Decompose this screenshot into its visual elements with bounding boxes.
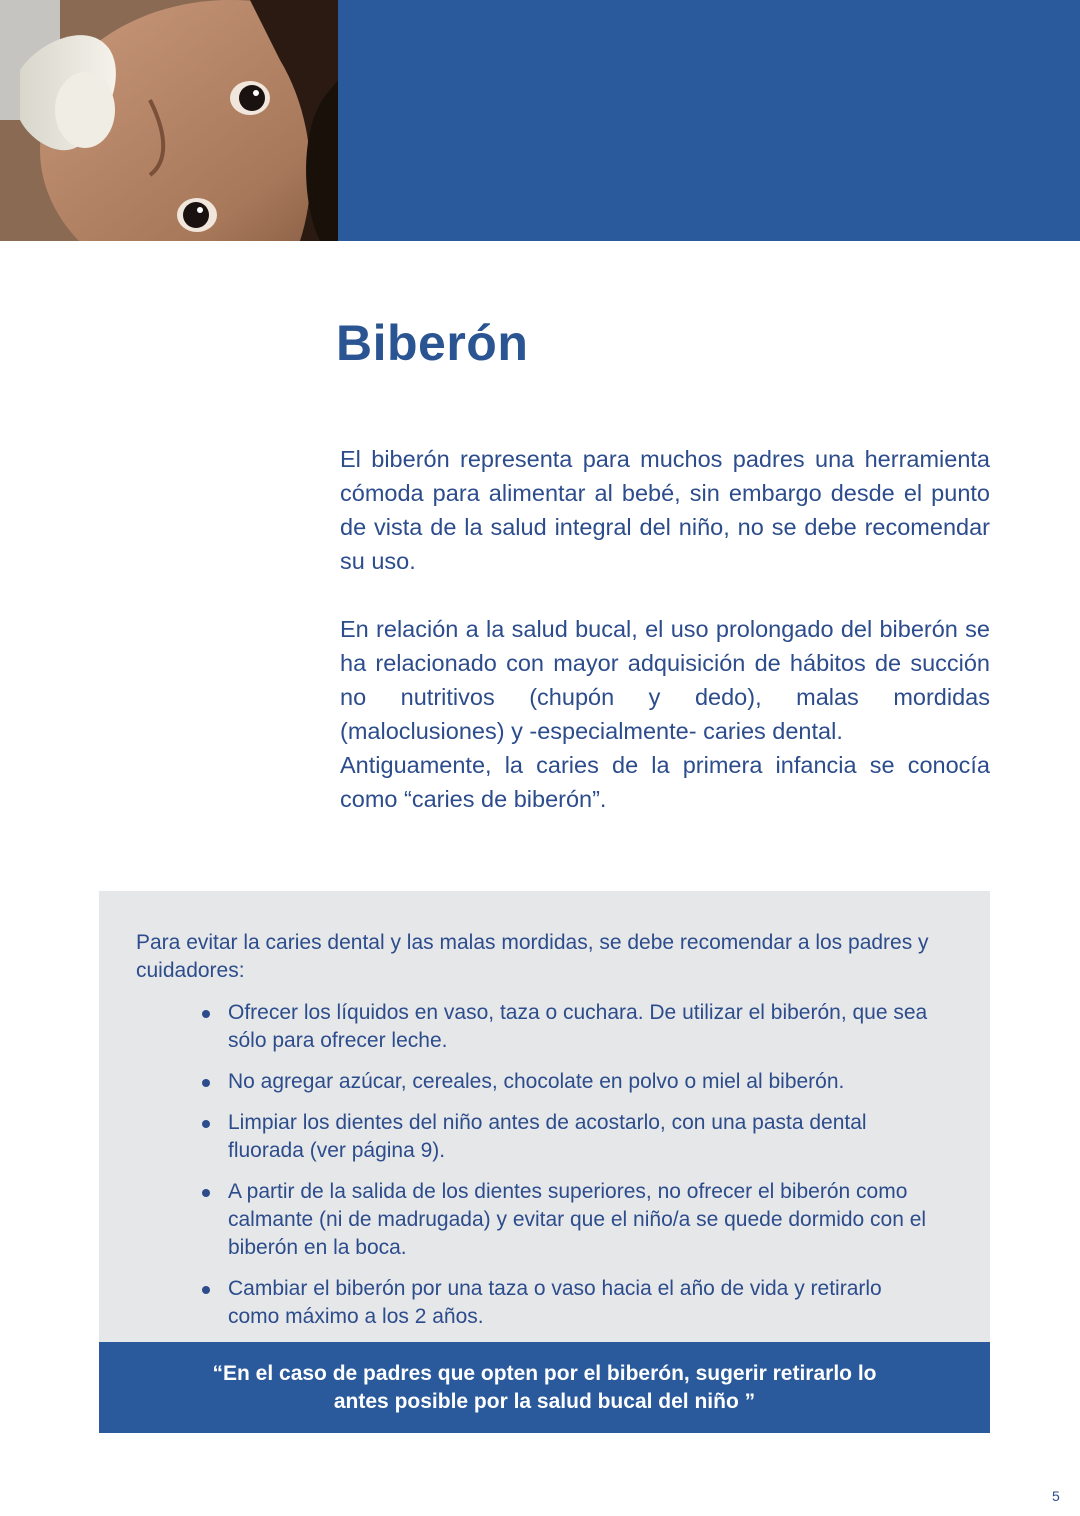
page-number: 5 — [1052, 1488, 1060, 1504]
page-title: Biberón — [336, 315, 529, 371]
baby-bottle-photo — [0, 0, 338, 241]
intro-text — [340, 442, 990, 816]
bullet-icon — [202, 1189, 210, 1197]
list-item: Limpiar los dientes del niño antes de acostarlo, con una pasta dental fluorada (ver página 9). — [198, 1109, 928, 1165]
list-item: Ofrecer los líquidos en vaso, taza o cuchara. De utilizar el biberón, que sea sólo para ofrecer leche. — [198, 999, 928, 1055]
recommendations-box — [99, 891, 990, 1342]
bullet-icon — [202, 1079, 210, 1087]
quote-banner — [99, 1342, 990, 1433]
paragraph-1: El biberón representa para muchos padres una herramienta cómoda para alimentar al bebé, sin embargo desde el punto de vista de la salud integral del niño, no se debe recomendar su uso. — [340, 446, 990, 574]
list-item: A partir de la salida de los dientes superiores, no ofrecer el biberón como calmante (ni de madrugada) y evitar que el niño/a se quede dormido con el biberón en la boca. — [198, 1178, 928, 1262]
paragraph-3: Antiguamente, la caries de la primera infancia se conocía como “caries de biberón”. — [340, 752, 990, 812]
bullet-icon — [202, 1120, 210, 1128]
header-blue-band — [338, 0, 1080, 241]
recommendations-list — [198, 999, 928, 1344]
recommendations-intro: Para evitar la caries dental y las malas mordidas, se debe recomendar a los padres y cuidadores: — [136, 931, 929, 982]
paragraph-2: En relación a la salud bucal, el uso prolongado del biberón se ha relacionado con mayor adquisición de hábitos de succión no nutritivos (chupón y dedo), malas mordidas (maloclusiones) y -especialmente- caries dental. — [340, 616, 990, 744]
list-item: Cambiar el biberón por una taza o vaso hacia el año de vida y retirarlo como máximo a los 2 años. — [198, 1275, 928, 1331]
list-item: No agregar azúcar, cereales, chocolate en polvo o miel al biberón. — [198, 1068, 928, 1096]
bullet-icon — [202, 1010, 210, 1018]
bullet-icon — [202, 1286, 210, 1294]
quote-text: “En el caso de padres que opten por el biberón, sugerir retirarlo lo antes posible por la salud bucal del niño ” — [212, 1361, 877, 1413]
